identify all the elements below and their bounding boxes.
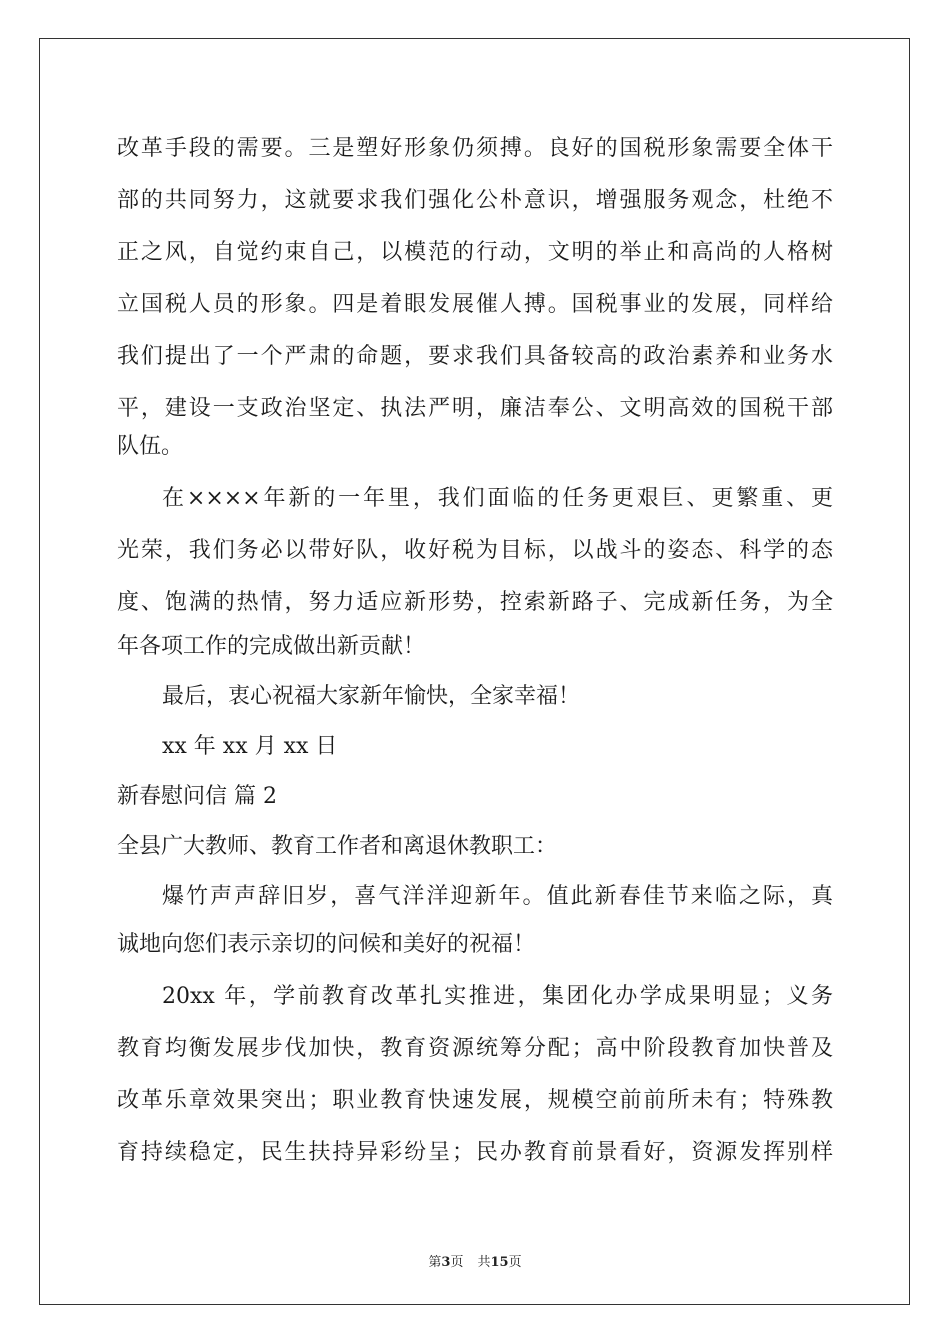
page-prefix: 第 (428, 1255, 442, 1270)
section-title: 新春慰问信 篇 2 (117, 784, 277, 809)
paragraph-2-line: 年各项工作的完成做出新贡献！ (117, 634, 426, 659)
paragraph-1-line: 平，建设一支政治坚定、执法严明，廉洁奉公、文明高效的国税干部 (117, 396, 833, 421)
paragraph-1-line: 部的共同努力，这就要求我们强化公朴意识，增强服务观念，杜绝不 (117, 188, 833, 213)
paragraph-1-line: 改革手段的需要。三是塑好形象仍须搏。良好的国税形象需要全体干 (117, 136, 833, 161)
paragraph-4-line: 改革乐章效果突出；职业教育快速发展，规模空前前所未有；特殊教 (117, 1088, 833, 1113)
paragraph-1-line: 正之风，自觉约束自己，以模范的行动，文明的举止和高尚的人格树 (117, 240, 833, 265)
page-unit: 页 (450, 1255, 464, 1270)
current-page-number: 3 (441, 1255, 451, 1270)
paragraph-3-line: 爆竹声声辞旧岁，喜气洋洋迎新年。值此新春佳节来临之际，真 (162, 884, 833, 909)
paragraph-4-line: 育持续稳定，民生扶持异彩纷呈；民办教育前景看好，资源发挥别样 (117, 1140, 833, 1165)
letter-date: xx 年 xx 月 xx 日 (162, 734, 338, 759)
closing-greeting: 最后，衷心祝福大家新年愉快，全家幸福！ (162, 684, 581, 709)
paragraph-2-line: 在××××年新的一年里，我们面临的任务更艰巨、更繁重、更 (162, 486, 833, 511)
total-prefix: 共 (477, 1255, 491, 1270)
paragraph-2-line: 度、饱满的热情，努力适应新形势，控索新路子、完成新任务，为全 (117, 590, 833, 615)
page-border (39, 38, 910, 1305)
page-footer (0, 1251, 950, 1270)
total-page-number: 15 (490, 1255, 509, 1270)
paragraph-1-line: 我们提出了一个严肃的命题，要求我们具备较高的政治素养和业务水 (117, 344, 833, 369)
paragraph-1-line: 队伍。 (117, 434, 184, 459)
paragraph-2-line: 光荣，我们务必以带好队，收好税为目标，以战斗的姿态、科学的态 (117, 538, 833, 563)
total-unit: 页 (508, 1255, 522, 1270)
paragraph-1-line: 立国税人员的形象。四是着眼发展催人搏。国税事业的发展，同样给 (117, 292, 833, 317)
paragraph-4-line: 教育均衡发展步伐加快，教育资源统筹分配；高中阶段教育加快普及 (117, 1036, 833, 1061)
paragraph-3-line: 诚地向您们表示亲切的问候和美好的祝福！ (117, 932, 536, 957)
salutation: 全县广大教师、教育工作者和离退休教职工： (117, 834, 558, 859)
paragraph-4-line: 20xx 年，学前教育改革扎实推进，集团化办学成果明显；义务 (162, 984, 833, 1009)
